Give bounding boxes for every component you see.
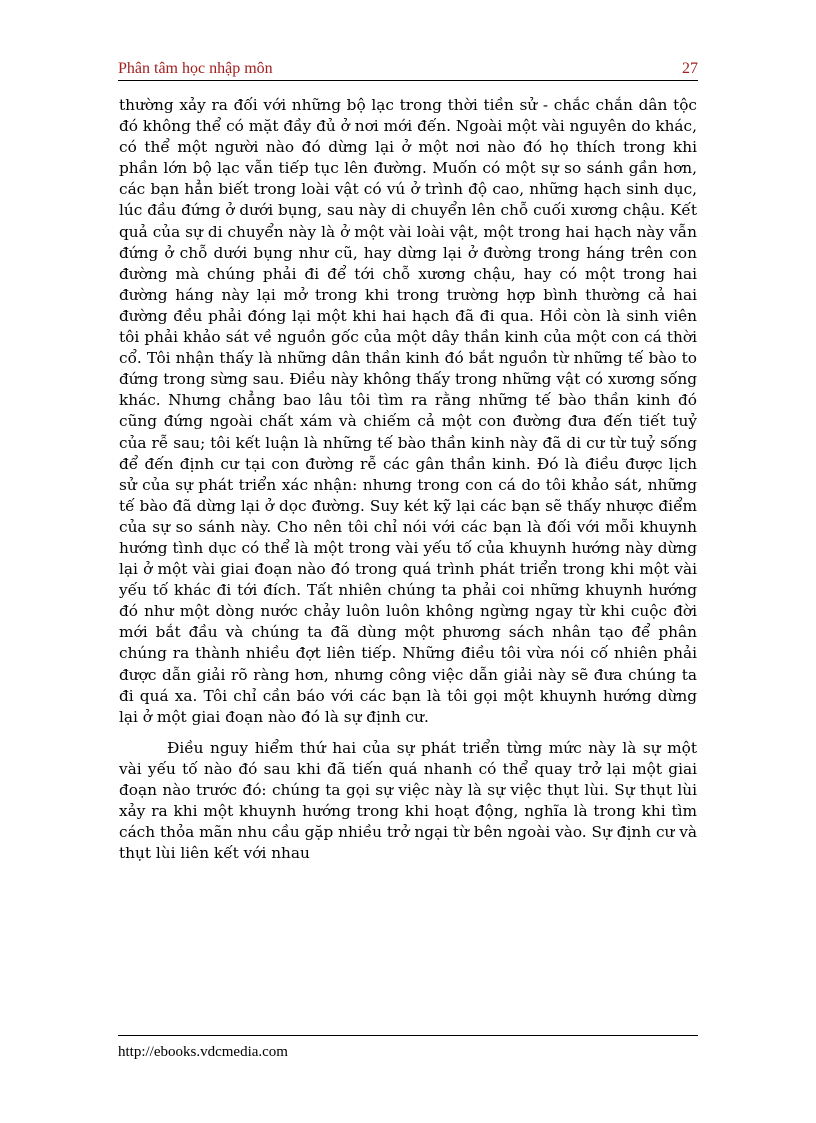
footer-url[interactable]: http://ebooks.vdcmedia.com [118,1044,288,1060]
paragraph: thường xảy ra đối với những bộ lạc trong thời tiền sử - chắc chắn dân tộc đó không thể có mặt đầy đủ ở nơi mới đến. Ngoài một vài nguyên do khác, có thể một người nào đó dừng lại ở một nơi nào đó họ thích trong khi phần lớn bộ lạc vẫn tiếp tục lên đường. Muốn có một sự so sánh gần hơn, các bạn hẳn biết trong loài vật có vú ở trình độ cao, những hạch sinh dục, lúc đầu đứng ở dưới bụng, sau này di chuyển lên chỗ cuối xương chậu. Kết quả của sự di chuyển này là ở một vài loài vật, một trong hai hạch này vẫn đứng ở chỗ dưới bụng như cũ, hay dừng lại ở đường trong háng trên con đường mà chúng phải đi để tới chỗ xương chậu, hay có một trong hai đường háng này lại mở trong khi trong trường hợp bình thường cả hai đường đều phải đóng lại một khi hai hạch đã đi qua. Hồi còn là sinh viên tôi phải khảo sát về nguồn gốc của một dây thần kinh của một con cá thời cổ. Tôi nhận thấy là những dân thần kinh đó bắt nguồn từ những tế bào to đứng trong sừng sau. Điều này không thấy trong những vật có xương sống khác. Nhưng chẳng bao lâu tôi tìm ra rằng những tế bào thần kinh đó cũng đứng ngoài chất xám và chiếm cả một con đường đưa đến tiết tuỷ của rễ sau; tôi kết luận là những tế bào thần kinh này đã di cư từ tuỷ sống để đến định cư tại con đường rễ các gân thần kinh. Đó là điều được lịch sử của sự phát triển xác nhận: nhưng trong con cá do tôi khảo sát, những tế bào đã dừng lại ở dọc đường. Suy két kỹ lại các bạn sẽ thấy nhược điểm của sự so sánh này. Cho nên tôi chỉ nói với các bạn là đối với mỗi khuynh hướng tình dục có thể là một trong vài yếu tố của khuynh hướng này dừng lại ở một vài giai đoạn nào đó trong quá trình phát triển trong khi một vài yếu tố khác đi tới đích. Tất nhiên chúng ta phải coi những khuynh hướng đó như một dòng nước chảy luôn luôn không ngừng ngay từ khi cuộc đời mới bắt đầu và chúng ta đã dùng một phương sách nhân tạo để phân chúng ra thành nhiều đợt liên tiếp. Những điều tôi vừa nói cố nhiên phải được dẫn giải rõ ràng hơn, nhưng công việc dẫn giải này sẽ đưa chúng ta đi quá xa. Tôi chỉ cần báo với các bạn là tôi gọi một khuynh hướng dừng lại ở một giai đoạn nào đó là sự định cư. [119,96,697,726]
paragraph: Điều nguy hiểm thứ hai của sự phát triển từng mức này là sự một vài yếu tố nào đó sau khi đã tiến quá nhanh có thể quay trở lại một giai đoạn nào trước đó: chúng ta gọi sự việc này là sự việc thụt lùi. Sự thụt lùi xảy ra khi một khuynh hướng trong khi hoạt động, nghĩa là trong khi tìm cách thỏa mãn nhu cầu gặp nhiều trở ngại từ bên ngoài vào. Sự định cư và thụt lùi liên kết với nhau [119,738,697,863]
body-text [119,95,697,864]
page-header [118,58,698,81]
header-title: Phân tâm học nhập môn [118,60,273,77]
page-footer [118,1035,698,1061]
page-number: 27 [682,60,698,77]
